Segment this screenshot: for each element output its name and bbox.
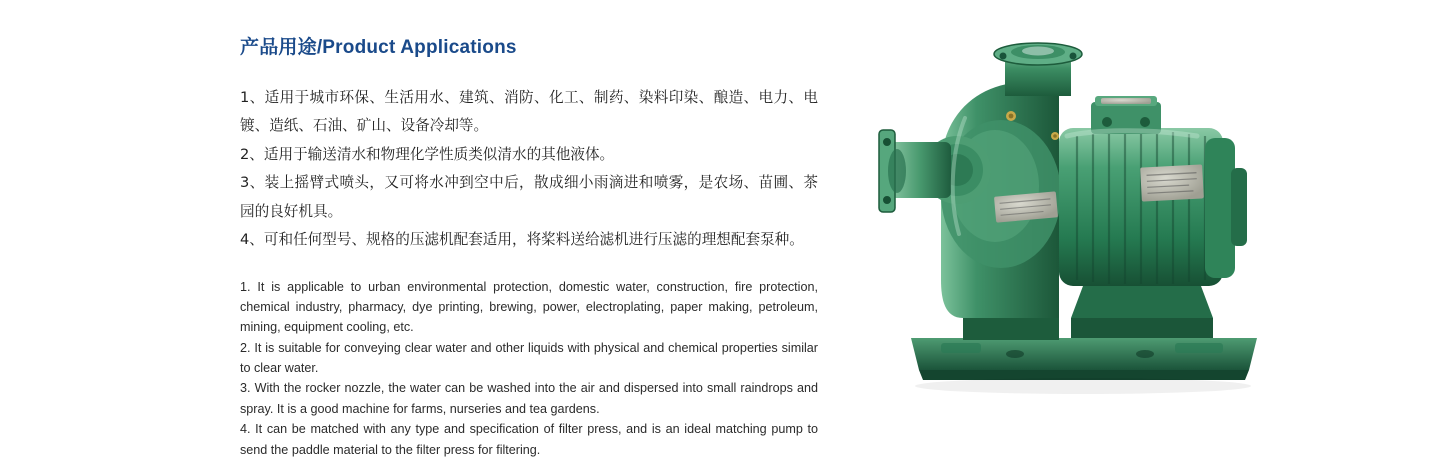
text-column xyxy=(240,36,818,460)
chinese-paragraph: 4、可和任何型号、规格的压滤机配套适用，将桨料送给滤机进行压滤的理想配套泵种。 xyxy=(240,231,804,249)
chinese-paragraph: 1、适用于城市环保、生活用水、建筑、消防、化工、制药、染料印染、酿造、电力、电镀、造纸、石油、矿山、设备冷却等。 xyxy=(240,88,818,135)
chinese-paragraph: 3、装上摇臂式喷头，又可将水冲到空中后，散成细小雨滴进和喷雾，是农场、苗圃、茶园的良好机具。 xyxy=(240,174,818,220)
page-title-separator: / xyxy=(316,37,323,58)
english-applications-list xyxy=(240,277,818,460)
chinese-applications-list xyxy=(240,84,818,255)
english-paragraph: 1. It is applicable to urban environmental protection, domestic water, construction, fire protection, chemical industry, pharmacy, dye printing, brewing, power, electroplating, paper making, petroleum, mining, equipment cooling, etc. xyxy=(240,279,818,335)
english-paragraph: 4. It can be matched with any type and specification of filter press, and is an ideal matching pump to send the paddle material to the filter press for filtering. xyxy=(240,422,818,457)
product-photo xyxy=(845,18,1305,396)
page-title-english: Product Applications xyxy=(322,37,517,58)
english-paragraph: 3. With the rocker nozzle, the water can be washed into the air and dispersed into small raindrops and spray. It is a good machine for farms, nurseries and tea gardens. xyxy=(240,381,818,416)
ground-shadow xyxy=(915,378,1251,394)
pump-illustration xyxy=(845,18,1305,396)
page-title xyxy=(240,36,818,60)
suction-flange xyxy=(879,130,951,212)
motor-body xyxy=(1059,128,1247,338)
chinese-paragraph: 2、适用于输送清水和物理化学性质类似清水的其他液体。 xyxy=(240,145,615,163)
english-paragraph: 2. It is suitable for conveying clear water and other liquids with physical and chemical properties similar to clear water. xyxy=(240,340,818,376)
page-title-chinese: 产品用途 xyxy=(240,36,317,58)
discharge-flange xyxy=(994,43,1082,96)
pump-base xyxy=(911,338,1257,380)
